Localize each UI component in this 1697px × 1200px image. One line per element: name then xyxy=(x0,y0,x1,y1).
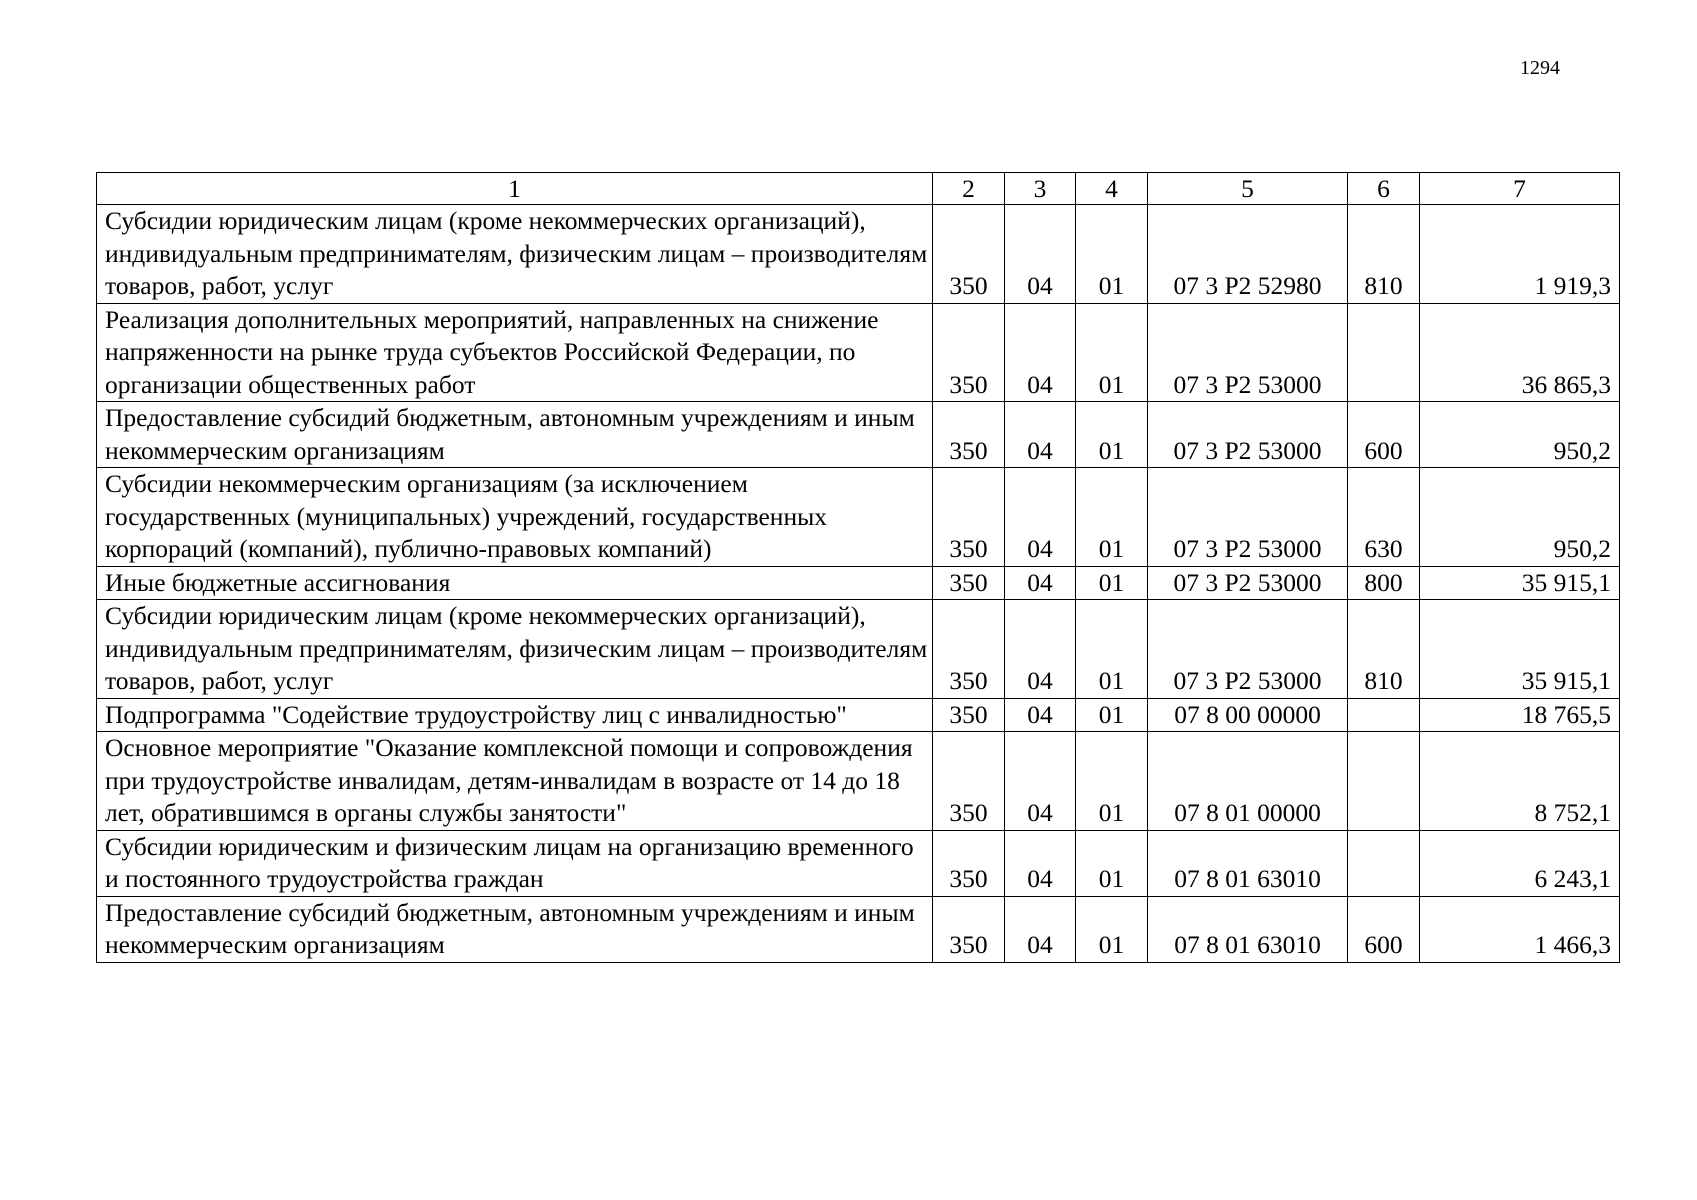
cell-ministry-code: 350 xyxy=(933,566,1005,600)
column-header: 3 xyxy=(1005,173,1076,205)
cell-subsection-code: 01 xyxy=(1076,402,1148,468)
cell-amount: 35 915,1 xyxy=(1420,566,1620,600)
cell-amount: 6 243,1 xyxy=(1420,830,1620,896)
row-name: Подпрограмма "Содействие трудоустройству лиц с инвалидностью" xyxy=(97,698,933,732)
cell-section-code: 04 xyxy=(1005,566,1076,600)
cell-target-article: 07 3 Р2 53000 xyxy=(1148,402,1348,468)
cell-ministry-code: 350 xyxy=(933,303,1005,402)
cell-target-article: 07 8 01 00000 xyxy=(1148,732,1348,831)
cell-ministry-code: 350 xyxy=(933,896,1005,962)
cell-target-article: 07 3 Р2 52980 xyxy=(1148,205,1348,304)
cell-ministry-code: 350 xyxy=(933,698,1005,732)
row-name: Предоставление субсидий бюджетным, автономным учреждениям и иным некоммерческим организациям xyxy=(97,896,933,962)
cell-ministry-code: 350 xyxy=(933,732,1005,831)
cell-ministry-code: 350 xyxy=(933,402,1005,468)
cell-expense-type xyxy=(1348,698,1420,732)
table-row xyxy=(97,205,1620,304)
cell-expense-type xyxy=(1348,303,1420,402)
column-header: 1 xyxy=(97,173,933,205)
cell-target-article: 07 3 Р2 53000 xyxy=(1148,600,1348,699)
cell-expense-type: 630 xyxy=(1348,468,1420,567)
table-row xyxy=(97,600,1620,699)
cell-expense-type xyxy=(1348,732,1420,831)
cell-target-article: 07 3 Р2 53000 xyxy=(1148,566,1348,600)
cell-target-article: 07 3 Р2 53000 xyxy=(1148,303,1348,402)
cell-expense-type: 810 xyxy=(1348,205,1420,304)
table-row xyxy=(97,566,1620,600)
cell-section-code: 04 xyxy=(1005,732,1076,831)
row-name: Предоставление субсидий бюджетным, автономным учреждениям и иным некоммерческим организациям xyxy=(97,402,933,468)
cell-section-code: 04 xyxy=(1005,205,1076,304)
cell-subsection-code: 01 xyxy=(1076,830,1148,896)
cell-section-code: 04 xyxy=(1005,402,1076,468)
cell-ministry-code: 350 xyxy=(933,830,1005,896)
cell-section-code: 04 xyxy=(1005,830,1076,896)
row-name: Субсидии некоммерческим организациям (за исключением государственных (муниципальных) учреждений, государственных корпораций (компаний), публично-правовых компаний) xyxy=(97,468,933,567)
cell-subsection-code: 01 xyxy=(1076,896,1148,962)
cell-amount: 950,2 xyxy=(1420,468,1620,567)
cell-expense-type xyxy=(1348,830,1420,896)
row-name: Реализация дополнительных мероприятий, направленных на снижение напряженности на рынке труда субъектов Российской Федерации, по организации общественных работ xyxy=(97,303,933,402)
cell-target-article: 07 8 00 00000 xyxy=(1148,698,1348,732)
cell-amount: 35 915,1 xyxy=(1420,600,1620,699)
table-row xyxy=(97,303,1620,402)
cell-target-article: 07 3 Р2 53000 xyxy=(1148,468,1348,567)
table-header-row xyxy=(97,173,1620,205)
budget-table xyxy=(96,172,1620,963)
cell-subsection-code: 01 xyxy=(1076,698,1148,732)
row-name: Субсидии юридическим и физическим лицам на организацию временного и постоянного трудоустройства граждан xyxy=(97,830,933,896)
cell-amount: 8 752,1 xyxy=(1420,732,1620,831)
column-header: 2 xyxy=(933,173,1005,205)
cell-section-code: 04 xyxy=(1005,468,1076,567)
table-row xyxy=(97,468,1620,567)
row-name: Субсидии юридическим лицам (кроме некоммерческих организаций), индивидуальным предпринимателям, физическим лицам – производителям товаров, работ, услуг xyxy=(97,205,933,304)
cell-ministry-code: 350 xyxy=(933,468,1005,567)
column-header: 4 xyxy=(1076,173,1148,205)
cell-amount: 950,2 xyxy=(1420,402,1620,468)
cell-expense-type: 810 xyxy=(1348,600,1420,699)
column-header: 6 xyxy=(1348,173,1420,205)
cell-subsection-code: 01 xyxy=(1076,732,1148,831)
cell-target-article: 07 8 01 63010 xyxy=(1148,896,1348,962)
cell-subsection-code: 01 xyxy=(1076,566,1148,600)
cell-subsection-code: 01 xyxy=(1076,468,1148,567)
cell-section-code: 04 xyxy=(1005,600,1076,699)
cell-expense-type: 800 xyxy=(1348,566,1420,600)
cell-section-code: 04 xyxy=(1005,896,1076,962)
cell-subsection-code: 01 xyxy=(1076,205,1148,304)
table-row xyxy=(97,402,1620,468)
column-header: 5 xyxy=(1148,173,1348,205)
cell-subsection-code: 01 xyxy=(1076,303,1148,402)
cell-amount: 18 765,5 xyxy=(1420,698,1620,732)
cell-ministry-code: 350 xyxy=(933,205,1005,304)
column-header: 7 xyxy=(1420,173,1620,205)
row-name: Основное мероприятие "Оказание комплексной помощи и сопровождения при трудоустройстве инвалидам, детям-инвалидам в возрасте от 14 до 18 лет, обратившимся в органы службы занятости" xyxy=(97,732,933,831)
table-row xyxy=(97,896,1620,962)
cell-section-code: 04 xyxy=(1005,303,1076,402)
table-row xyxy=(97,732,1620,831)
table-row xyxy=(97,698,1620,732)
cell-ministry-code: 350 xyxy=(933,600,1005,699)
cell-expense-type: 600 xyxy=(1348,896,1420,962)
cell-target-article: 07 8 01 63010 xyxy=(1148,830,1348,896)
row-name: Субсидии юридическим лицам (кроме некоммерческих организаций), индивидуальным предпринимателям, физическим лицам – производителям товаров, работ, услуг xyxy=(97,600,933,699)
cell-amount: 1 919,3 xyxy=(1420,205,1620,304)
cell-subsection-code: 01 xyxy=(1076,600,1148,699)
cell-expense-type: 600 xyxy=(1348,402,1420,468)
cell-amount: 1 466,3 xyxy=(1420,896,1620,962)
cell-section-code: 04 xyxy=(1005,698,1076,732)
table-row xyxy=(97,830,1620,896)
row-name: Иные бюджетные ассигнования xyxy=(97,566,933,600)
cell-amount: 36 865,3 xyxy=(1420,303,1620,402)
page-number: 1294 xyxy=(1520,57,1560,79)
